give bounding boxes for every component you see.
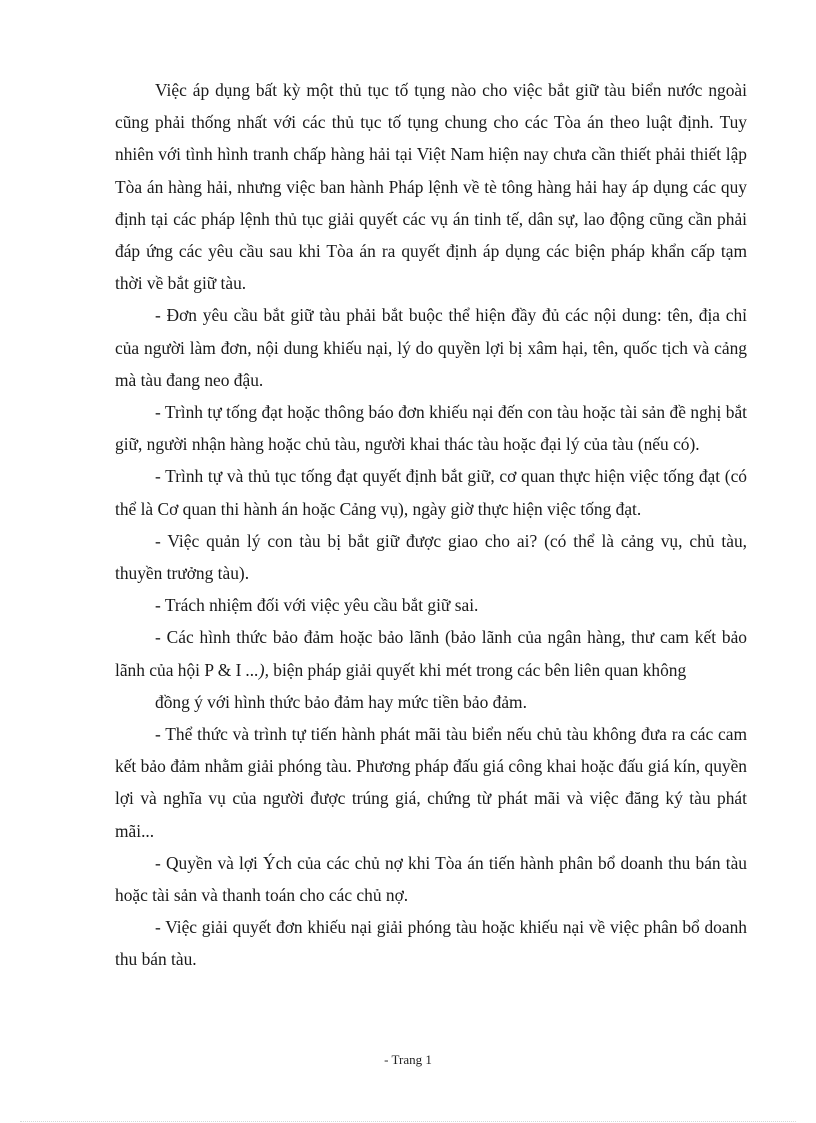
paragraph-guarantee — [115, 621, 747, 685]
page-number-footer: - Trang 1 — [384, 1052, 432, 1067]
document-body — [115, 74, 747, 976]
paragraph-arrest-decision: - Trình tự và thủ tục tống đạt quyết định bắt giữ, cơ quan thực hiện việc tống đạt (có thể là Cơ quan thi hành án hoặc Cảng vụ), ngày giờ thực hiện việc tống đạt. — [115, 466, 747, 519]
paragraph-wrongful-arrest: - Trách nhiệm đối với việc yêu cầu bắt giữ sai. — [155, 595, 479, 616]
paragraph-ship-management: - Việc quản lý con tàu bị bắt giữ được giao cho ai? (có thể là cảng vụ, chủ tàu, thuyền trưởng tàu). — [115, 530, 747, 584]
paragraph-complaint-resolution: - Việc giải quyết đơn khiếu nại giải phóng tàu hoặc khiếu nại về việc phân bổ doanh thu bán tàu. — [115, 917, 747, 970]
paragraph-auction: - Thể thức và trình tự tiến hành phát mãi tàu biển nếu chủ tàu không đưa ra các cam kết bảo đảm nhằm giải phóng tàu. Phương pháp đấu giá công khai hoặc đấu giá kín, quyền lợi và nghĩa vụ của người được trúng giá, chứng từ phát mãi và việc đăng ký tàu phát mãi... — [115, 724, 747, 841]
paragraph-creditor-rights: - Quyền và lợi Ých của các chủ nợ khi Tòa án tiến hành phân bổ doanh thu bán tàu hoặc tài sản và thanh toán cho các chủ nợ. — [115, 852, 747, 906]
paragraph-petition-content: - Đơn yêu cầu bắt giữ tàu phải bắt buộc thể hiện đầy đủ các nội dung: tên, địa chỉ của người làm đơn, nội dung khiếu nại, lý do quyền lợi bị xâm hại, tên, quốc tịch và cảng mà tàu đang neo đậu. — [115, 305, 747, 390]
guarantee-italic: ...), — [245, 659, 269, 680]
paragraph-intro: Việc áp dụng bất kỳ một thủ tục tố tụng nào cho việc bắt giữ tàu biển nước ngoài cũng phải thống nhất với các thủ tục tố tụng chung cho các Tòa án theo luật định. Tuy nhiên với tình hình tranh chấp hàng hải tại Việt Nam hiện nay chưa cần thiết phải thiết lập Tòa án hàng hải, nhưng việc ban hành Pháp lệnh về tè tông hàng hải hay áp dụng các quy định tại các pháp lệnh thủ tục giải quyết các vụ án tinh tế, dân sự, lao động cũng cần phải đáp ứng các yêu cầu sau khi Tòa án ra quyết định áp dụng các biện pháp khẩn cấp tạm thời về bắt giữ tàu. — [115, 80, 747, 294]
paragraph-guarantee-continued: đồng ý với hình thức bảo đảm hay mức tiền bảo đảm. — [155, 691, 527, 712]
guarantee-tail: biện pháp giải quyết khi mét trong các bên liên quan không — [268, 659, 687, 680]
guarantee-lead: - Các hình thức bảo đảm hoặc bảo lãnh (bảo lãnh của ngân hàng, thư cam kết bảo lãnh của hội P & I — [115, 627, 747, 680]
page-bottom-divider — [20, 1121, 796, 1122]
paragraph-service-procedure: - Trình tự tống đạt hoặc thông báo đơn khiếu nại đến con tàu hoặc tài sản đề nghị bắt giữ, người nhận hàng hoặc chủ tàu, người khai thác tàu hoặc đại lý của tàu (nếu có). — [115, 402, 747, 455]
